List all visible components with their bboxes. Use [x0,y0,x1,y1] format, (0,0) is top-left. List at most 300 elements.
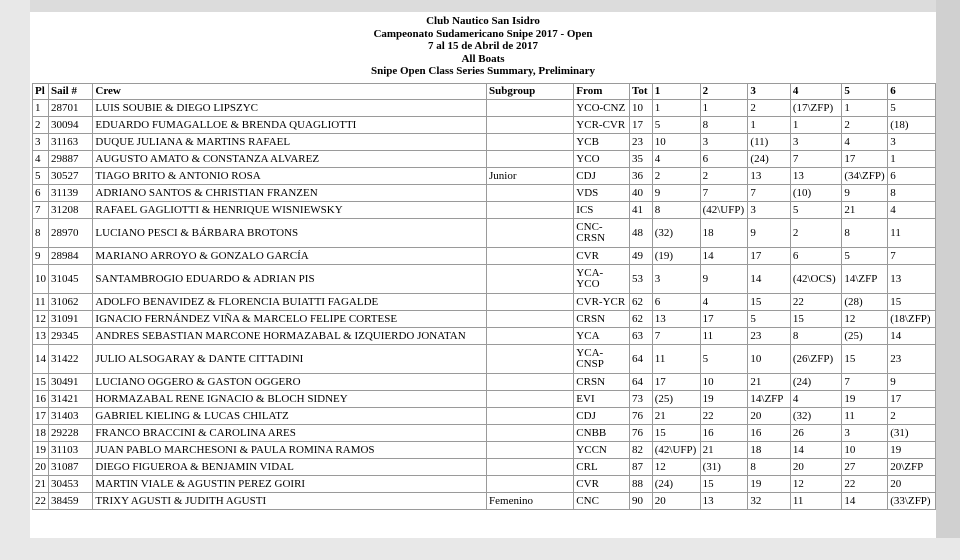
club-cell: CNC- CRSN [574,219,630,248]
club-cell: YCR-CVR [574,117,630,134]
subgroup-cell [487,219,574,248]
race-5-cell: 2 [842,117,888,134]
sail-number-cell: 31103 [49,442,93,459]
race-4-cell: 22 [790,294,842,311]
subgroup-cell [487,425,574,442]
crew-cell: DUQUE JULIANA & MARTINS RAFAEL [93,134,487,151]
race-1-cell: 8 [652,202,700,219]
club-cell: YCO-CNZ [574,100,630,117]
total-cell: 76 [630,425,653,442]
race-5-cell: 17 [842,151,888,168]
race-4-cell: 11 [790,493,842,510]
subgroup-cell [487,134,574,151]
total-cell: 62 [630,294,653,311]
crew-cell: FRANCO BRACCINI & CAROLINA ARES [93,425,487,442]
race-3-cell: 20 [748,408,790,425]
race-6-cell: 7 [888,248,936,265]
place-cell: 6 [33,185,49,202]
race-4-cell: 7 [790,151,842,168]
club-cell: CNBB [574,425,630,442]
sail-number-cell: 29887 [49,151,93,168]
race-4-cell: 15 [790,311,842,328]
place-cell: 16 [33,391,49,408]
sail-number-cell: 28970 [49,219,93,248]
race-6-cell: 8 [888,185,936,202]
club-cell: CVR-YCR [574,294,630,311]
race-6-cell: 14 [888,328,936,345]
total-cell: 63 [630,328,653,345]
sail-number-cell: 31091 [49,311,93,328]
race-5-cell: 12 [842,311,888,328]
subgroup-cell: Femenino [487,493,574,510]
crew-cell: LUCIANO OGGERO & GASTON OGGERO [93,374,487,391]
race-6-cell: 20\ZFP [888,459,936,476]
crew-cell: EDUARDO FUMAGALLOE & BRENDA QUAGLIOTTI [93,117,487,134]
place-cell: 11 [33,294,49,311]
crew-cell: JUAN PABLO MARCHESONI & PAULA ROMINA RAMOS [93,442,487,459]
results-sheet [30,12,936,538]
photo-frame-bottom [0,538,960,560]
place-cell: 21 [33,476,49,493]
race-2-cell: 4 [700,294,748,311]
sail-number-cell: 29228 [49,425,93,442]
place-cell: 3 [33,134,49,151]
table-row [33,459,936,476]
race-5-cell: 14 [842,493,888,510]
race-4-cell: 4 [790,391,842,408]
place-cell: 10 [33,265,49,294]
race-4-cell: (42\OCS) [790,265,842,294]
race-1-cell: 6 [652,294,700,311]
race-6-cell: (18\ZFP) [888,311,936,328]
crew-cell: TIAGO BRITO & ANTONIO ROSA [93,168,487,185]
race-1-cell: 4 [652,151,700,168]
sail-number-cell: 31139 [49,185,93,202]
race-2-cell: 19 [700,391,748,408]
race-3-cell: 21 [748,374,790,391]
race-4-cell: (26\ZFP) [790,345,842,374]
race-3-cell: 10 [748,345,790,374]
race-4-cell: 1 [790,117,842,134]
total-cell: 87 [630,459,653,476]
subgroup-cell [487,117,574,134]
table-row [33,391,936,408]
race-4-cell: 2 [790,219,842,248]
column-header: Tot [630,84,653,100]
club-cell: YCCN [574,442,630,459]
race-3-cell: 8 [748,459,790,476]
race-2-cell: 18 [700,219,748,248]
place-cell: 7 [33,202,49,219]
subgroup-cell [487,459,574,476]
race-1-cell: 11 [652,345,700,374]
race-4-cell: (32) [790,408,842,425]
race-6-cell: 6 [888,168,936,185]
sail-number-cell: 31087 [49,459,93,476]
race-4-cell: 3 [790,134,842,151]
race-1-cell: 5 [652,117,700,134]
race-4-cell: 13 [790,168,842,185]
document-header [30,12,936,78]
subgroup-cell [487,374,574,391]
race-5-cell: 14\ZFP [842,265,888,294]
race-6-cell: 17 [888,391,936,408]
race-2-cell: 8 [700,117,748,134]
place-cell: 15 [33,374,49,391]
place-cell: 17 [33,408,49,425]
race-6-cell: 4 [888,202,936,219]
table-row [33,117,936,134]
total-cell: 76 [630,408,653,425]
race-6-cell: 3 [888,134,936,151]
sail-number-cell: 28984 [49,248,93,265]
race-2-cell: 1 [700,100,748,117]
total-cell: 40 [630,185,653,202]
club-cell: YCA [574,328,630,345]
table-row [33,185,936,202]
race-3-cell: (11) [748,134,790,151]
race-5-cell: 1 [842,100,888,117]
place-cell: 19 [33,442,49,459]
race-6-cell: 9 [888,374,936,391]
race-5-cell: 4 [842,134,888,151]
race-3-cell: 13 [748,168,790,185]
table-row [33,151,936,168]
race-5-cell: 15 [842,345,888,374]
race-2-cell: (31) [700,459,748,476]
subgroup-cell [487,476,574,493]
total-cell: 64 [630,374,653,391]
table-row [33,168,936,185]
place-cell: 8 [33,219,49,248]
race-5-cell: 5 [842,248,888,265]
total-cell: 36 [630,168,653,185]
club-cell: YCA- YCO [574,265,630,294]
total-cell: 88 [630,476,653,493]
results-body [33,100,936,510]
total-cell: 73 [630,391,653,408]
race-5-cell: (25) [842,328,888,345]
column-header: From [574,84,630,100]
sail-number-cell: 30453 [49,476,93,493]
race-3-cell: 9 [748,219,790,248]
summary-title: Snipe Open Class Series Summary, Preliminary [370,65,596,78]
race-2-cell: 11 [700,328,748,345]
race-4-cell: (24) [790,374,842,391]
subgroup-cell [487,151,574,168]
race-5-cell: 3 [842,425,888,442]
race-6-cell: 1 [888,151,936,168]
club-cell: CVR [574,476,630,493]
subgroup-cell [487,391,574,408]
race-3-cell: 19 [748,476,790,493]
race-3-cell: 1 [748,117,790,134]
club-cell: CDJ [574,408,630,425]
table-row [33,328,936,345]
place-cell: 4 [33,151,49,168]
race-2-cell: 9 [700,265,748,294]
race-4-cell: 8 [790,328,842,345]
subgroup-cell [487,202,574,219]
race-4-cell: 14 [790,442,842,459]
total-cell: 41 [630,202,653,219]
subgroup-cell [487,248,574,265]
race-1-cell: 15 [652,425,700,442]
column-header: 3 [748,84,790,100]
crew-cell: MARTIN VIALE & AGUSTIN PEREZ GOIRI [93,476,487,493]
table-row [33,311,936,328]
total-cell: 62 [630,311,653,328]
fleet-label: All Boats [461,52,505,65]
crew-cell: ADOLFO BENAVIDEZ & FLORENCIA BUIATTI FAGALDE [93,294,487,311]
race-5-cell: (34\ZFP) [842,168,888,185]
race-2-cell: 10 [700,374,748,391]
column-header: 2 [700,84,748,100]
column-header: Pl [33,84,49,100]
subgroup-cell [487,100,574,117]
race-4-cell: 6 [790,248,842,265]
race-1-cell: (42\UFP) [652,442,700,459]
sail-number-cell: 30491 [49,374,93,391]
race-3-cell: 17 [748,248,790,265]
race-2-cell: 21 [700,442,748,459]
total-cell: 90 [630,493,653,510]
table-header-row [33,84,936,100]
race-1-cell: 3 [652,265,700,294]
race-3-cell: 7 [748,185,790,202]
subgroup-cell [487,294,574,311]
club-cell: YCO [574,151,630,168]
crew-cell: SANTAMBROGIO EDUARDO & ADRIAN PIS [93,265,487,294]
subgroup-cell [487,408,574,425]
race-2-cell: 16 [700,425,748,442]
race-3-cell: 18 [748,442,790,459]
sail-number-cell: 31422 [49,345,93,374]
crew-cell: GABRIEL KIELING & LUCAS CHILATZ [93,408,487,425]
total-cell: 49 [630,248,653,265]
race-1-cell: 9 [652,185,700,202]
race-4-cell: 5 [790,202,842,219]
race-2-cell: 3 [700,134,748,151]
race-2-cell: 22 [700,408,748,425]
club-cell: CDJ [574,168,630,185]
subgroup-cell [487,265,574,294]
race-2-cell: 6 [700,151,748,168]
race-3-cell: 3 [748,202,790,219]
race-6-cell: 11 [888,219,936,248]
table-row [33,202,936,219]
crew-cell: DIEGO FIGUEROA & BENJAMIN VIDAL [93,459,487,476]
race-1-cell: 10 [652,134,700,151]
race-6-cell: 15 [888,294,936,311]
sail-number-cell: 29345 [49,328,93,345]
sail-number-cell: 28701 [49,100,93,117]
race-6-cell: 20 [888,476,936,493]
place-cell: 12 [33,311,49,328]
club-cell: CVR [574,248,630,265]
crew-cell: ANDRES SEBASTIAN MARCONE HORMAZABAL & IZQUIERDO JONATAN [93,328,487,345]
photo-frame-left [0,0,30,560]
race-5-cell: 8 [842,219,888,248]
race-6-cell: (18) [888,117,936,134]
subgroup-cell [487,328,574,345]
club-cell: YCA- CNSP [574,345,630,374]
place-cell: 9 [33,248,49,265]
photo-frame-right [936,0,960,560]
table-row [33,265,936,294]
race-2-cell: 2 [700,168,748,185]
total-cell: 53 [630,265,653,294]
crew-cell: JULIO ALSOGARAY & DANTE CITTADINI [93,345,487,374]
race-4-cell: 20 [790,459,842,476]
race-5-cell: (28) [842,294,888,311]
column-header: Crew [93,84,487,100]
place-cell: 1 [33,100,49,117]
table-row [33,294,936,311]
table-row [33,374,936,391]
sail-number-cell: 31045 [49,265,93,294]
crew-cell: LUIS SOUBIE & DIEGO LIPSZYC [93,100,487,117]
race-4-cell: (10) [790,185,842,202]
race-1-cell: (24) [652,476,700,493]
club-cell: VDS [574,185,630,202]
club-cell: CRSN [574,374,630,391]
race-5-cell: 22 [842,476,888,493]
race-1-cell: 13 [652,311,700,328]
race-2-cell: (42\UFP) [700,202,748,219]
race-6-cell: 5 [888,100,936,117]
sail-number-cell: 30094 [49,117,93,134]
total-cell: 23 [630,134,653,151]
subgroup-cell [487,311,574,328]
sail-number-cell: 30527 [49,168,93,185]
sail-number-cell: 31403 [49,408,93,425]
place-cell: 18 [33,425,49,442]
race-3-cell: 32 [748,493,790,510]
sail-number-cell: 38459 [49,493,93,510]
race-3-cell: 23 [748,328,790,345]
place-cell: 13 [33,328,49,345]
race-2-cell: 13 [700,493,748,510]
race-6-cell: (31) [888,425,936,442]
column-header: Subgroup [487,84,574,100]
club-cell: CRSN [574,311,630,328]
race-6-cell: 23 [888,345,936,374]
table-row [33,345,936,374]
race-2-cell: 17 [700,311,748,328]
total-cell: 35 [630,151,653,168]
race-2-cell: 14 [700,248,748,265]
race-5-cell: 11 [842,408,888,425]
race-1-cell: (25) [652,391,700,408]
table-row [33,248,936,265]
race-1-cell: 17 [652,374,700,391]
column-header: 1 [652,84,700,100]
race-5-cell: 10 [842,442,888,459]
race-2-cell: 5 [700,345,748,374]
column-header: 5 [842,84,888,100]
race-6-cell: 19 [888,442,936,459]
race-6-cell: 13 [888,265,936,294]
table-row [33,134,936,151]
total-cell: 64 [630,345,653,374]
race-5-cell: 27 [842,459,888,476]
total-cell: 82 [630,442,653,459]
club-cell: EVI [574,391,630,408]
race-3-cell: 16 [748,425,790,442]
crew-cell: AUGUSTO AMATO & CONSTANZA ALVAREZ [93,151,487,168]
race-1-cell: (19) [652,248,700,265]
place-cell: 22 [33,493,49,510]
column-header: 4 [790,84,842,100]
place-cell: 20 [33,459,49,476]
race-3-cell: 2 [748,100,790,117]
crew-cell: ADRIANO SANTOS & CHRISTIAN FRANZEN [93,185,487,202]
race-3-cell: (24) [748,151,790,168]
place-cell: 14 [33,345,49,374]
race-5-cell: 9 [842,185,888,202]
race-1-cell: 2 [652,168,700,185]
crew-cell: RAFAEL GAGLIOTTI & HENRIQUE WISNIEWSKY [93,202,487,219]
table-row [33,425,936,442]
table-row [33,476,936,493]
total-cell: 48 [630,219,653,248]
table-row [33,442,936,459]
total-cell: 17 [630,117,653,134]
race-4-cell: (17\ZFP) [790,100,842,117]
column-header: Sail # [49,84,93,100]
event-dates: 7 al 15 de Abril de 2017 [427,40,538,53]
race-1-cell: 12 [652,459,700,476]
crew-cell: HORMAZABAL RENE IGNACIO & BLOCH SIDNEY [93,391,487,408]
race-5-cell: 19 [842,391,888,408]
club-name: Club Nautico San Isidro [426,15,540,27]
race-1-cell: 1 [652,100,700,117]
race-5-cell: 7 [842,374,888,391]
sail-number-cell: 31421 [49,391,93,408]
total-cell: 10 [630,100,653,117]
race-1-cell: 21 [652,408,700,425]
photo-frame-top [0,0,960,12]
race-3-cell: 14 [748,265,790,294]
race-1-cell: (32) [652,219,700,248]
race-3-cell: 15 [748,294,790,311]
race-4-cell: 12 [790,476,842,493]
subgroup-cell [487,185,574,202]
race-6-cell: 2 [888,408,936,425]
club-cell: ICS [574,202,630,219]
race-2-cell: 7 [700,185,748,202]
race-5-cell: 21 [842,202,888,219]
club-cell: YCB [574,134,630,151]
event-title: Campeonato Sudamericano Snipe 2017 - Open [373,27,593,40]
table-row [33,408,936,425]
race-3-cell: 14\ZFP [748,391,790,408]
subgroup-cell [487,442,574,459]
race-6-cell: (33\ZFP) [888,493,936,510]
club-cell: CRL [574,459,630,476]
race-3-cell: 5 [748,311,790,328]
crew-cell: MARIANO ARROYO & GONZALO GARCÍA [93,248,487,265]
place-cell: 2 [33,117,49,134]
club-cell: CNC [574,493,630,510]
crew-cell: IGNACIO FERNÁNDEZ VIÑA & MARCELO FELIPE CORTESE [93,311,487,328]
results-table [32,83,936,510]
table-row [33,493,936,510]
race-4-cell: 26 [790,425,842,442]
race-2-cell: 15 [700,476,748,493]
table-row [33,219,936,248]
